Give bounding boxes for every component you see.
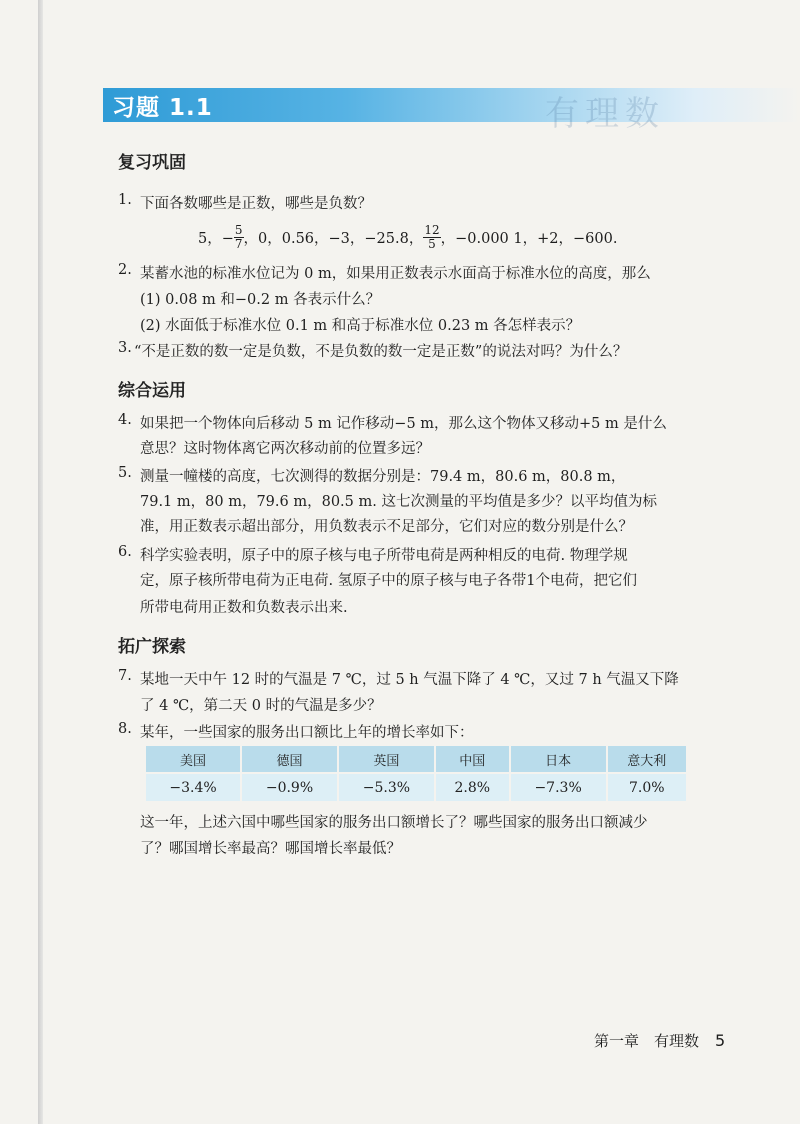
table-header-cell: 德国 xyxy=(241,746,338,773)
question-number: 4. xyxy=(118,412,132,428)
number-list xyxy=(198,224,617,251)
question-text: 如果把一个物体向后移动 5 m 记作移动−5 m，那么这个物体又移动+5 m 是什么 xyxy=(140,416,667,432)
question-6-line-3: 所带电荷用正数和负数表示出来. xyxy=(140,600,348,616)
question-7-line-2: 了 4 ℃，第二天 0 时的气温是多少？ xyxy=(140,698,382,714)
section-heading-review: 复习巩固 xyxy=(118,153,186,173)
question-2-sub-2: (2) 水面低于标准水位 0.1 m 和高于标准水位 0.23 m 各怎样表示？ xyxy=(140,318,581,334)
question-text: 测量一幢楼的高度，七次测得的数据分别是：79.4 m，80.6 m，80.8 m， xyxy=(140,469,626,485)
table-cell: −7.3% xyxy=(510,773,607,801)
chapter-label: 第一章 有理数 xyxy=(594,1032,700,1050)
question-number: 3. xyxy=(118,340,132,356)
question-5-line-2: 79.1 m，80 m，79.6 m，80.5 m. 这七次测量的平均值是多少？以平均值为标 xyxy=(140,494,657,510)
question-5-line-3: 准，用正数表示超出部分，用负数表示不足部分，它们对应的数分别是什么？ xyxy=(140,519,633,535)
question-number: 8. xyxy=(118,721,132,737)
question-text: “不是正数的数一定是负数，不是负数的数一定是正数”的说法对吗？为什么？ xyxy=(134,344,628,360)
question-4-line-2: 意思？这时物体离它两次移动前的位置多远？ xyxy=(140,441,430,457)
page-spine xyxy=(38,0,43,1124)
table-header-cell: 美国 xyxy=(146,746,241,773)
fraction-denominator: 7 xyxy=(234,237,243,251)
question-number: 2. xyxy=(118,262,132,278)
fraction-numerator: 5 xyxy=(234,223,243,237)
question-6-line-2: 定，原子核所带电荷为正电荷. 氢原子中的原子核与电子各带1个电荷，把它们 xyxy=(140,573,637,589)
page-footer xyxy=(594,1030,725,1051)
table-row xyxy=(146,773,686,801)
question-8-after-2: 了？哪国增长率最高？哪国增长率最低？ xyxy=(140,841,401,857)
exercise-title: 习题 1.1 xyxy=(112,95,213,121)
table-header-cell: 意大利 xyxy=(607,746,686,773)
number-list-part: ，0，0.56，−3，−25.8， xyxy=(243,231,424,247)
question-number: 7. xyxy=(118,668,132,684)
question-text: 科学实验表明，原子中的原子核与电子所带电荷是两种相反的电荷. 物理学规 xyxy=(140,548,628,564)
table-header-row xyxy=(146,746,686,773)
question-number: 5. xyxy=(118,465,132,481)
table-cell: −0.9% xyxy=(241,773,338,801)
fraction-numerator: 12 xyxy=(424,223,440,237)
growth-rate-table xyxy=(146,746,686,801)
table-cell: 2.8% xyxy=(435,773,510,801)
table-cell: −5.3% xyxy=(338,773,435,801)
question-2-sub-1: (1) 0.08 m 和−0.2 m 各表示什么？ xyxy=(140,292,381,308)
question-text: 某地一天中午 12 时的气温是 7 ℃，过 5 h 气温下降了 4 ℃，又过 7 h 气温又下降 xyxy=(140,672,679,688)
fraction-denominator: 5 xyxy=(428,237,436,251)
table-header-cell: 英国 xyxy=(338,746,435,773)
number-list-part: 5，− xyxy=(198,231,234,247)
table-cell: −3.4% xyxy=(146,773,241,801)
number-list-part: ，−0.000 1，+2，−600. xyxy=(440,231,618,247)
question-8-after-1: 这一年，上述六国中哪些国家的服务出口额增长了？哪些国家的服务出口额减少 xyxy=(140,815,648,831)
section-heading-explore: 拓广探索 xyxy=(118,637,186,657)
fraction-5-7 xyxy=(234,224,244,251)
fraction-12-5 xyxy=(423,224,440,251)
question-text: 某年，一些国家的服务出口额比上年的增长率如下： xyxy=(140,725,474,741)
question-text: 下面各数哪些是正数，哪些是负数？ xyxy=(140,196,372,212)
chapter-watermark: 有理数 xyxy=(545,94,665,134)
question-text: 某蓄水池的标准水位记为 0 m，如果用正数表示水面高于标准水位的高度，那么 xyxy=(140,266,651,282)
page-number: 5 xyxy=(715,1031,726,1050)
section-heading-apply: 综合运用 xyxy=(118,381,186,401)
table-cell: 7.0% xyxy=(607,773,686,801)
table-header-cell: 日本 xyxy=(510,746,607,773)
table-header-cell: 中国 xyxy=(435,746,510,773)
question-number: 1. xyxy=(118,192,132,208)
question-number: 6. xyxy=(118,544,132,560)
